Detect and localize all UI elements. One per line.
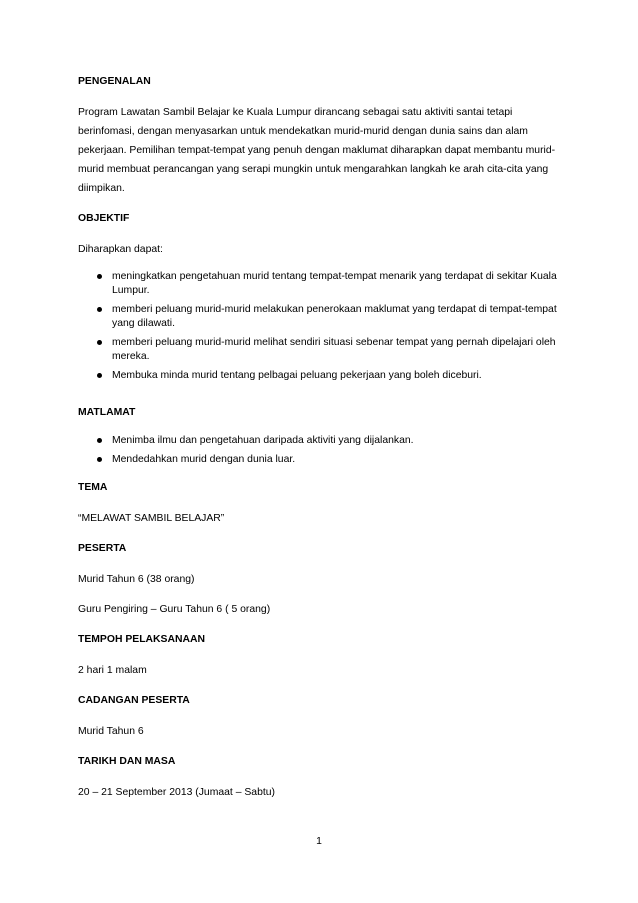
tempoh-text: 2 hari 1 malam bbox=[78, 665, 147, 676]
list-item bbox=[78, 369, 568, 383]
matlamat-list bbox=[78, 434, 568, 467]
section-heading-pengenalan: PENGENALAN bbox=[78, 76, 151, 87]
bullet-icon bbox=[97, 457, 102, 462]
section-heading-peserta: PESERTA bbox=[78, 543, 127, 554]
objektif-intro: Diharapkan dapat: bbox=[78, 244, 163, 255]
bullet-icon bbox=[97, 340, 102, 345]
page-number: 1 bbox=[316, 836, 322, 847]
list-item-text: memberi peluang murid-murid melihat sendiri situasi sebenar tempat yang pernah dipelajari oleh mereka. bbox=[112, 337, 556, 362]
section-heading-tema: TEMA bbox=[78, 482, 108, 493]
objektif-list bbox=[78, 270, 568, 383]
list-item bbox=[78, 453, 568, 467]
peserta-guru: Guru Pengiring – Guru Tahun 6 ( 5 orang) bbox=[78, 604, 271, 615]
bullet-icon bbox=[97, 307, 102, 312]
section-heading-tempoh: TEMPOH PELAKSANAAN bbox=[78, 634, 206, 645]
tema-text: “MELAWAT SAMBIL BELAJAR” bbox=[78, 513, 225, 524]
document-body bbox=[78, 72, 568, 813]
peserta-murid: Murid Tahun 6 (38 orang) bbox=[78, 574, 195, 585]
list-item bbox=[78, 303, 568, 331]
tarikh-text: 20 – 21 September 2013 (Jumaat – Sabtu) bbox=[78, 787, 275, 798]
list-item-text: Menimba ilmu dan pengetahuan daripada aktiviti yang dijalankan. bbox=[112, 435, 414, 446]
bullet-icon bbox=[97, 373, 102, 378]
cadangan-text: Murid Tahun 6 bbox=[78, 726, 144, 737]
list-item bbox=[78, 336, 568, 364]
section-heading-cadangan: CADANGAN PESERTA bbox=[78, 695, 190, 706]
section-heading-objektif: OBJEKTIF bbox=[78, 213, 130, 224]
list-item-text: memberi peluang murid-murid melakukan penerokaan maklumat yang terdapat di tempat-tempat yang dilawati. bbox=[112, 304, 557, 329]
bullet-icon bbox=[97, 438, 102, 443]
list-item-text: Mendedahkan murid dengan dunia luar. bbox=[112, 454, 296, 465]
pengenalan-paragraph: Program Lawatan Sambil Belajar ke Kuala Lumpur dirancang sebagai satu aktiviti santai tetapi berinfomasi, dengan menyasarkan untuk mendekatkan murid-murid dengan dunia sains dan alam pekerjaan. Pemilihan tempat-tempat yang penuh dengan maklumat diharapkan dapat membantu murid-murid membuat perancangan yang serapi mungkin untuk mengarahkan langkah ke arah cita-cita yang diimpikan. bbox=[78, 107, 556, 194]
list-item-text: meningkatkan pengetahuan murid tentang tempat-tempat menarik yang terdapat di sekitar Kuala Lumpur. bbox=[112, 271, 557, 296]
list-item bbox=[78, 270, 568, 298]
list-item bbox=[78, 434, 568, 448]
list-item-text: Membuka minda murid tentang pelbagai peluang pekerjaan yang boleh diceburi. bbox=[112, 370, 482, 381]
section-heading-tarikh: TARIKH DAN MASA bbox=[78, 756, 176, 767]
bullet-icon bbox=[97, 274, 102, 279]
section-heading-matlamat: MATLAMAT bbox=[78, 407, 136, 418]
